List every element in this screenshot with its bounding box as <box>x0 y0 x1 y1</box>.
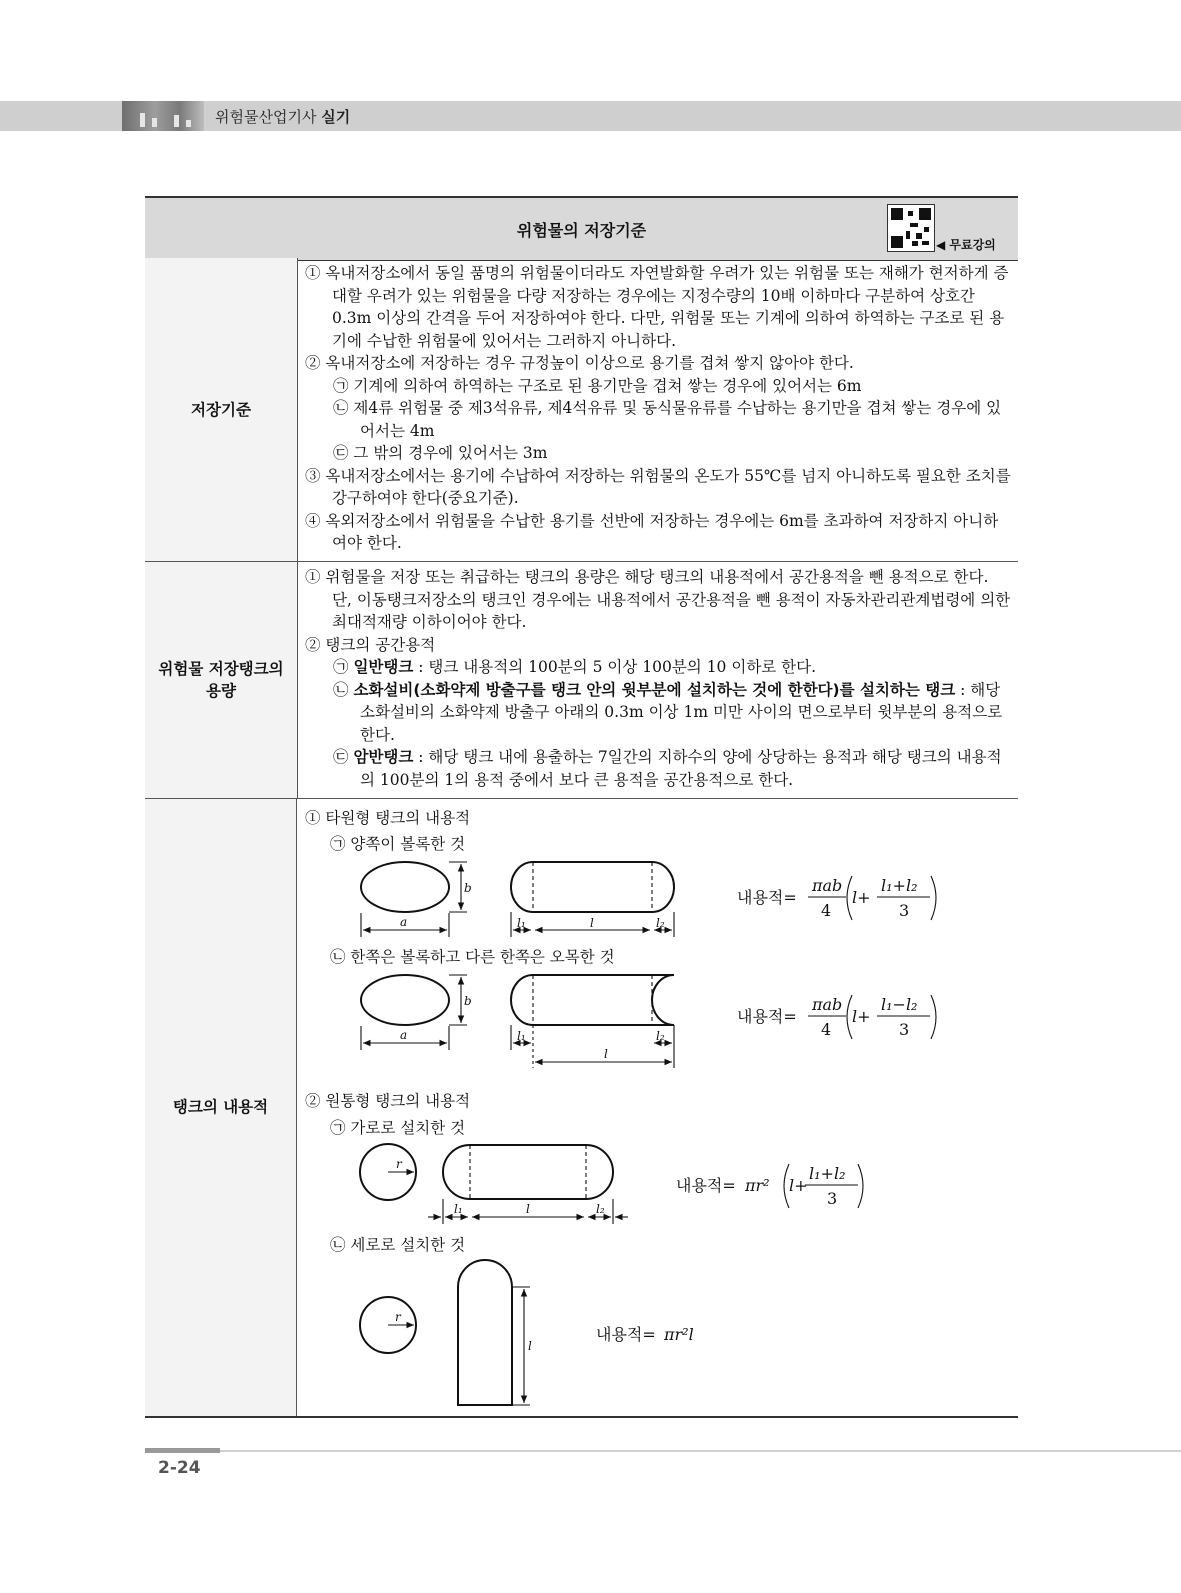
tank-vertical-cylinder <box>458 1260 512 1405</box>
formula-label: 내용적= <box>676 1176 736 1195</box>
row-label: 탱크의 내용적 <box>145 799 297 1416</box>
dim-l2-label: l₂ <box>656 916 665 930</box>
heading-cylindrical: ② 원통형 탱크의 내용적 <box>305 1092 471 1110</box>
page-number: 2-24 <box>158 1458 201 1478</box>
tank-horizontal-cylinder <box>443 1145 613 1199</box>
dim-l1-label: l₁ <box>517 1029 526 1043</box>
footer-mark <box>145 1448 220 1453</box>
heading-both-convex: ㉠ 양쪽이 볼록한 것 <box>330 835 466 853</box>
free-lecture-link[interactable]: ◀ 무료강의 <box>936 238 996 252</box>
formula-inner-denominator: 3 <box>827 1189 838 1208</box>
formula-denominator: 4 <box>821 1020 832 1039</box>
formula-numerator: πab <box>812 995 843 1014</box>
book-title: 위험물산업기사 실기 <box>215 108 351 126</box>
dim-l2-label: l₂ <box>656 1029 665 1043</box>
dim-l1-label: l₁ <box>517 916 526 930</box>
ellipse-cross-section <box>361 862 449 912</box>
formula-l-plus: l+ <box>852 1007 871 1026</box>
formula-inner-numerator: l₁+l₂ <box>881 876 918 895</box>
heading-elliptical: ① 타원형 탱크의 내용적 <box>305 809 471 827</box>
dim-a-label: a <box>400 1028 408 1042</box>
table-bottom-border <box>145 1416 1018 1418</box>
row-body: ① 옥내저장소에서 동일 품명의 위험물이더라도 자연발화할 우려가 있는 위험물 또는 재해가 현저하게 증대할 우려가 있는 위험물을 다량 저장하는 경우에는 지정수량의 10배 이하마다 구분하여 상호간 0.3m 이상의 간격을 두어 저장하여야 한다. 다만, 위험물 또는 기계에 의하여 하역하는 구조로 된 용기에 수납한 위험물에 있어서는 그러하지 아니하다. ② 옥내저장소에 저장하는 경우 규정높이 이상으로 용기를 겹쳐 쌓지 않아야 한다. ㉠ 기계에 의하여 하역하는 구조로 된 용기만을 겹쳐 쌓는 경우에 있어서는 6m ㉡ 제4류 위험물 중 제3석유류, 제4석유류 및 동식물유류를 수납하는 용기만을 겹쳐 쌓는 경우에 있어서는 4m ㉢ 그 밖의 경우에 있어서는 3m ③ 옥내저장소에서는 용기에 수납하여 저장하는 위험물의 온도가 55℃를 넘지 아니하도록 필요한 조치를 강구하여야 한다(중요기준). ④ 옥외저장소에서 위험물을 수납한 용기를 선반에 저장하는 경우에는 6m를 초과하여 저장하지 아니하여야 한다. <box>305 264 1011 552</box>
heading-convex-concave: ㉡ 한쪽은 볼록하고 다른 한쪽은 오목한 것 <box>330 948 615 966</box>
dim-b-label: b <box>464 881 472 895</box>
row-label: 저장기준 <box>145 258 298 561</box>
dim-r-label: r <box>396 1157 402 1171</box>
heading-vertical: ㉡ 세로로 설치한 것 <box>330 1236 466 1254</box>
formula-lead: πr² <box>745 1176 770 1195</box>
formula-label: 내용적= <box>737 888 797 907</box>
footer-line <box>145 1450 1181 1452</box>
dim-l-label: l <box>590 916 594 930</box>
dim-l-label: l <box>526 1202 530 1216</box>
dim-r-label: r <box>395 1310 401 1324</box>
row-label: 위험물 저장탱크의 용량 <box>145 562 298 798</box>
ellipse-cross-section-2 <box>361 975 449 1025</box>
formula-numerator: πab <box>812 876 843 895</box>
formula-vertical: πr²l <box>664 1325 694 1344</box>
dim-l-label: l <box>528 1339 532 1353</box>
formula-denominator: 4 <box>821 901 832 920</box>
tank-convex-concave <box>511 975 674 1025</box>
row-body: ① 위험물을 저장 또는 취급하는 탱크의 용량은 해당 탱크의 내용적에서 공간용적을 뺀 용적으로 한다. 단, 이동탱크저장소의 탱크인 경우에는 내용적에서 공간용적을 뺀 용적이 자동차관리관계법령에 의한 최대적재량 이하이어야 한다. ② 탱크의 공간용적 ㉠ 일반탱크 : 탱크 내용적의 100분의 5 이상 100분의 10 이하로 한다. ㉡ 소화설비(소화약제 방출구를 탱크 안의 윗부분에 설치하는 것에 한한다)를 설치하는 탱크 : 해당 소화설비의 소화약제 방출구 아래의 0.3m 이상 1m 미만 사이의 면으로부터 윗부분의 용적으로 한다. ㉢ 암반탱크 : 해당 탱크 내에 용출하는 7일간의 지하수의 양에 상당하는 용적과 해당 탱크의 내용적의 100분의 1의 용적 중에서 보다 큰 용적을 공간용적으로 한다. <box>305 568 1011 789</box>
dim-l1-label: l₁ <box>454 1202 463 1216</box>
dim-l-label: l <box>604 1047 608 1061</box>
formula-l-plus: l+ <box>852 888 871 907</box>
formula-inner-numerator: l₁+l₂ <box>809 1164 846 1183</box>
formula-label: 내용적= <box>596 1325 656 1344</box>
formula-label: 내용적= <box>737 1007 797 1026</box>
formula-inner-denominator: 3 <box>899 901 910 920</box>
table-title: 위험물의 저장기준 <box>516 221 647 240</box>
dim-b-label: b <box>464 994 472 1008</box>
dim-a-label: a <box>400 915 408 929</box>
formula-inner-numerator: l₁−l₂ <box>881 995 918 1014</box>
tank-both-convex <box>511 862 674 912</box>
dim-l2-label: l₂ <box>596 1202 605 1216</box>
formula-inner-denominator: 3 <box>899 1020 910 1039</box>
heading-horizontal: ㉠ 가로로 설치한 것 <box>330 1119 466 1137</box>
formula-l-plus: l+ <box>789 1176 808 1195</box>
